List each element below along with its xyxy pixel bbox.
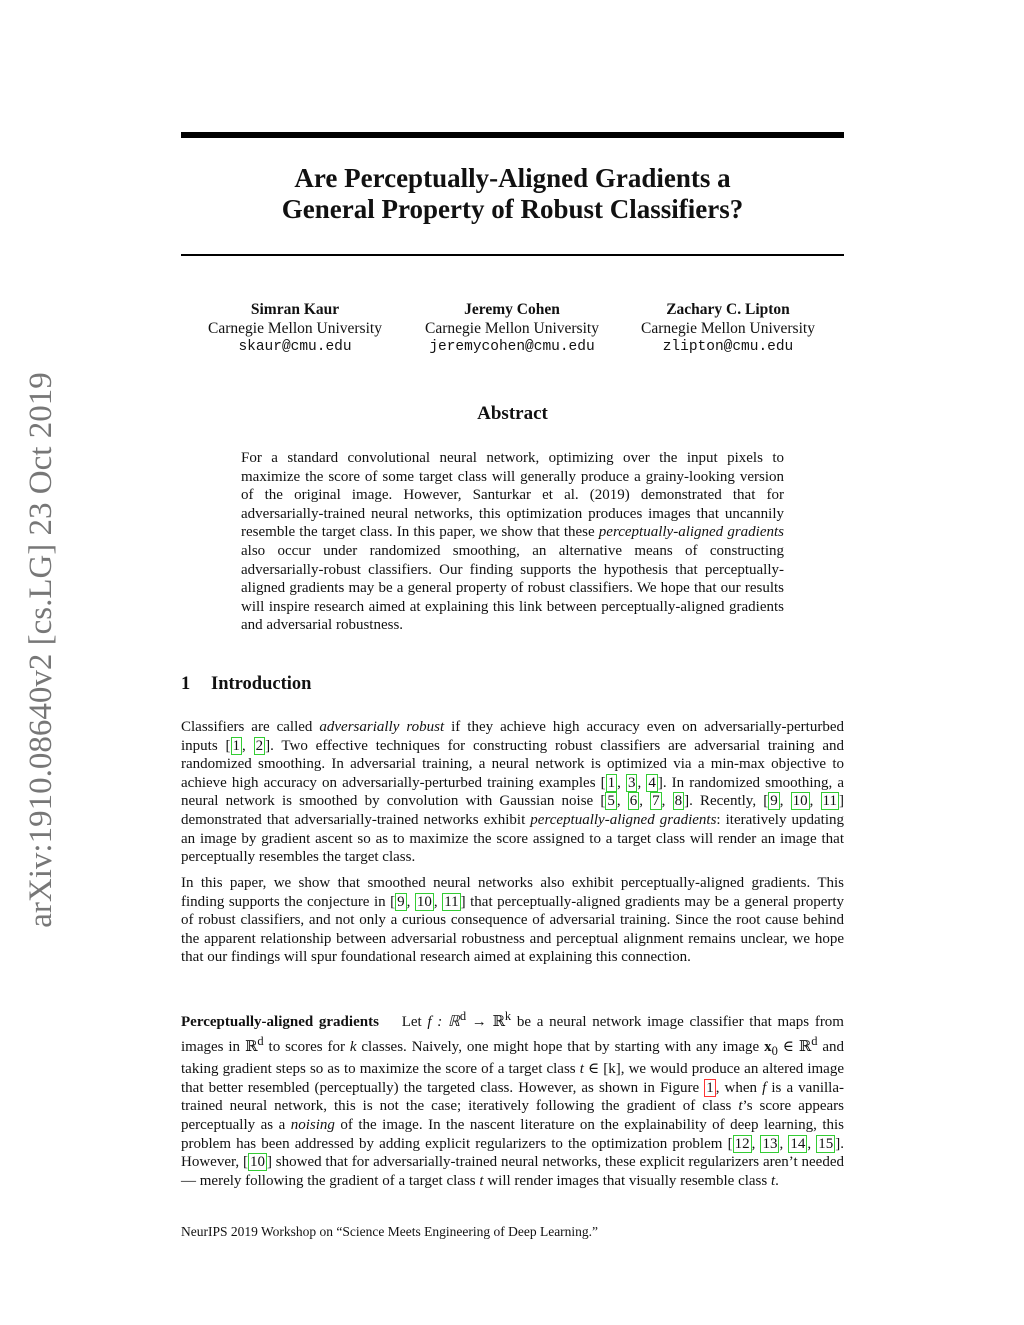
citation-link[interactable]: 12	[734, 1135, 750, 1152]
emphasis: noising	[290, 1116, 335, 1133]
citation-link[interactable]: 11	[444, 893, 459, 910]
citation-link[interactable]: 7	[652, 793, 660, 810]
math-sub: 0	[771, 1043, 778, 1058]
text-run: ]. Recently, [	[684, 793, 769, 810]
paper-title	[181, 163, 844, 225]
text-run: Classifiers are called	[181, 719, 320, 735]
citation-link[interactable]: 9	[770, 793, 778, 810]
text-run: ]. In randomized smoothing, a neural network is smoothed by convolution with Gaussian noise [	[181, 774, 844, 810]
math: ℝ	[244, 1038, 258, 1055]
author-email[interactable]: skaur@cmu.edu	[238, 339, 352, 355]
citation-link[interactable]: 1	[232, 737, 240, 754]
section-number: 1	[181, 674, 191, 694]
intro-paragraph-3: Perceptually-aligned gradients Let f : ℝ$^d$ → ℝ$^k$ be a neural network image classifier that maps from images in ℝ$^d$ to scores for k classes. Naively, one might hope that by starting with any image $x_0$ ∈ ℝ$^d$ and taking gradient steps so as to maximize the score of a target class t ∈ [k], we would produce an altered image that better resembled (perceptually) the targeted class. However, as shown in Figure 1 , when f is a vanilla-trained neural network, this is not the case; iteratively following the gradient of class t’s score appears perceptually as a noising of the image. In the nascent literature on the explainability of deep learning, this problem has been addressed by adding explicit regularizers to the optimization problem [ 12 , 13 , 14 , 15 ]. However, [ 10 ] showed that for adversarially-trained neural networks, these explicit regularizers aren’t needed — merely following the gradient of a target class t will render images that visually resemble class t.	[181, 1009, 845, 1189]
math: ∈ [k]	[583, 1061, 621, 1078]
paragraph-heading: Perceptually-aligned gradients	[181, 1014, 379, 1030]
text-run: , we would produce an altered image that better resembled (perceptually) the targeted class. However, as shown in Figure	[181, 1061, 844, 1096]
author-email[interactable]: zlipton@cmu.edu	[662, 339, 794, 355]
math: x	[764, 1038, 772, 1055]
citation-link[interactable]: 10	[249, 1154, 265, 1171]
math: t	[579, 1061, 584, 1078]
author-affiliation: Carnegie Mellon University	[641, 320, 815, 337]
abstract-part: also occur under randomized smoothing, an alternative means of constructing adversarially-robust classifiers. Our finding supports the hypothesis that perceptually-aligned gradients may be a general property of robust classifiers. We hope that our results will inspire research aimed at explaining this link between perceptually-aligned gradients and adversarial robustness.	[241, 542, 784, 634]
title-bottom-rule	[181, 254, 844, 256]
text-run: will render images that visually resemble class	[483, 1172, 771, 1189]
emphasis: adversarially robust	[319, 719, 445, 735]
math: f : ℝ	[427, 1014, 460, 1030]
text-run: Let	[401, 1014, 428, 1030]
text-run: ’s score appears perceptually as a	[181, 1098, 844, 1133]
math-sup: d	[257, 1033, 264, 1048]
figure-link[interactable]: 1	[706, 1079, 714, 1096]
citation-link[interactable]: 6	[629, 793, 638, 810]
author-3	[618, 300, 838, 357]
citation-link[interactable]: 10	[416, 893, 432, 910]
abstract-emphasis: perceptually-aligned gradients	[598, 524, 784, 541]
citation-link[interactable]: 14	[790, 1135, 806, 1152]
author-1	[185, 300, 405, 357]
text-run: ] that perceptually-aligned gradients may be a general property of robust classifiers, and not only a curious consequence of adversarial training. Since the root cause behind the apparent relationship between adversarial robustness and perceptual alignment remains unclear, we hope that our findings will spur foundational research aimed at explaining this connection.	[181, 893, 845, 966]
text-run: and taking gradient steps so as to maximize the score of a target class	[181, 1038, 844, 1078]
math: k	[349, 1038, 357, 1055]
text-run: ]. However, [	[181, 1135, 845, 1171]
abstract-part: For a standard convolutional neural network, optimizing over the input pixels to maximize the score of some target class will generally produce a grainy-looking version of the original image. However, Santurkar et al. (2019) demonstrated that for adversarially-trained neural networks, this optimization produces images that uncannily resemble the target class. In this paper, we show that these	[241, 450, 784, 541]
text-run: .	[775, 1172, 779, 1189]
citation-link[interactable]: 4	[648, 774, 656, 791]
author-email[interactable]: jeremycohen@cmu.edu	[429, 339, 595, 355]
citation-link[interactable]: 10	[792, 793, 808, 810]
citation-link[interactable]: 3	[627, 774, 636, 791]
text-run: , when	[715, 1079, 763, 1096]
math: t	[738, 1098, 743, 1115]
intro-paragraph-2: In this paper, we show that smoothed neural networks also exhibit perceptually-aligned gradients. This finding supports the conjecture in [ 9 , 10 , 11 ] that perceptually-aligned gradients may be a general property of robust classifiers, and not only a curious consequence of adversarial training. Since the root cause behind the apparent relationship between adversarial robustness and perceptual alignment remains unclear, we hope that our findings will spur foundational research aimed at explaining this connection.	[181, 875, 845, 966]
title-line-2: General Property of Robust Classifiers?	[281, 194, 744, 224]
section-title: Introduction	[211, 674, 312, 694]
author-name: Jeremy Cohen	[464, 301, 560, 318]
text-run: ]. Two effective techniques for constructing robust classifiers are adversarial training and randomized smoothing. In adversarial training, a neural network is optimized via a min-max objective to achieve high accuracy on adversarially-perturbed training examples [	[181, 737, 845, 791]
text-run: be a neural network image classifier that maps from images in	[181, 1014, 844, 1055]
section-heading-introduction	[181, 674, 311, 695]
text-run: is a vanilla-trained neural network, this is not the case; iteratively following the gradient of class	[181, 1079, 844, 1115]
citation-link[interactable]: 13	[762, 1135, 778, 1152]
math: → ℝ	[466, 1014, 505, 1030]
text-run: : iteratively updating an image by gradient ascent so as to maximize the score assigned to a target class will render an image that perceptually resembles the target class.	[181, 811, 844, 866]
arxiv-stamp: arXiv:1910.08640v2 [cs.LG] 23 Oct 2019	[23, 372, 59, 928]
venue-footnote: NeurIPS 2019 Workshop on “Science Meets Engineering of Deep Learning.”	[181, 1224, 599, 1239]
intro-paragraph-1: Classifiers are called adversarially robust if they achieve high accuracy even on adversarially-perturbed inputs [ 1 , 2 ]. Two effective techniques for constructing robust classifiers are adversarial training and randomized smoothing. In adversarial training, a neural network is optimized via a min-max objective to achieve high accuracy on adversarially-perturbed training examples [ 1 , 3 , 4 ]. In randomized smoothing, a neural network is smoothed by convolution with Gaussian noise [ 5 , 6 , 7 , 8 ]. Recently, [ 9 , 10 , 11 ] demonstrated that adversarially-trained networks exhibit perceptually-aligned gradients: iteratively updating an image by gradient ascent so as to maximize the score assigned to a target class will render an image that perceptually resembles the target class.	[181, 719, 845, 866]
math: t	[770, 1172, 776, 1189]
math-sup: d	[811, 1033, 818, 1048]
math: ∈ ℝ	[777, 1038, 812, 1055]
author-affiliation: Carnegie Mellon University	[208, 320, 382, 337]
author-affiliation: Carnegie Mellon University	[425, 320, 599, 337]
author-name: Simran Kaur	[250, 301, 340, 318]
citation-link[interactable]: 15	[818, 1135, 834, 1152]
math-sup: d	[459, 1009, 467, 1023]
title-line-1: Are Perceptually-Aligned Gradients a	[294, 163, 731, 193]
author-2	[402, 300, 622, 357]
math: f	[762, 1079, 767, 1096]
text-run: to scores for	[263, 1038, 350, 1055]
citation-link[interactable]: 11	[822, 793, 837, 810]
text-run: ] showed that for adversarially-trained neural networks, these explicit regularizers aren’t needed — merely following the gradient of a target class	[181, 1154, 844, 1189]
title-top-rule	[181, 132, 844, 138]
text-run: of the image. In the nascent literature on the explainability of deep learning, this problem has been addressed by adding explicit regularizers to the optimization problem [	[181, 1116, 844, 1152]
text-run: classes. Naively, one might hope that by starting with any image	[356, 1038, 765, 1055]
abstract-heading: Abstract	[477, 403, 548, 424]
citation-link[interactable]: 8	[674, 793, 683, 810]
text-run: In this paper, we show that smoothed neural networks also exhibit perceptually-aligned gradients. This finding supports the conjecture in [	[181, 875, 844, 910]
emphasis: perceptually-aligned gradients	[530, 811, 717, 828]
text-run: ] demonstrated that adversarially-trained networks exhibit	[181, 793, 844, 828]
citation-link[interactable]: 1	[607, 774, 616, 791]
text-run: if they achieve high accuracy even on adversarially-perturbed inputs [	[181, 719, 844, 754]
math: t	[479, 1172, 484, 1189]
author-name: Zachary C. Lipton	[666, 301, 790, 318]
citation-link[interactable]: 5	[607, 793, 615, 810]
math-sup: k	[504, 1009, 512, 1023]
citation-link[interactable]: 9	[397, 893, 405, 910]
citation-link[interactable]: 2	[255, 737, 264, 754]
abstract-text	[241, 449, 784, 635]
